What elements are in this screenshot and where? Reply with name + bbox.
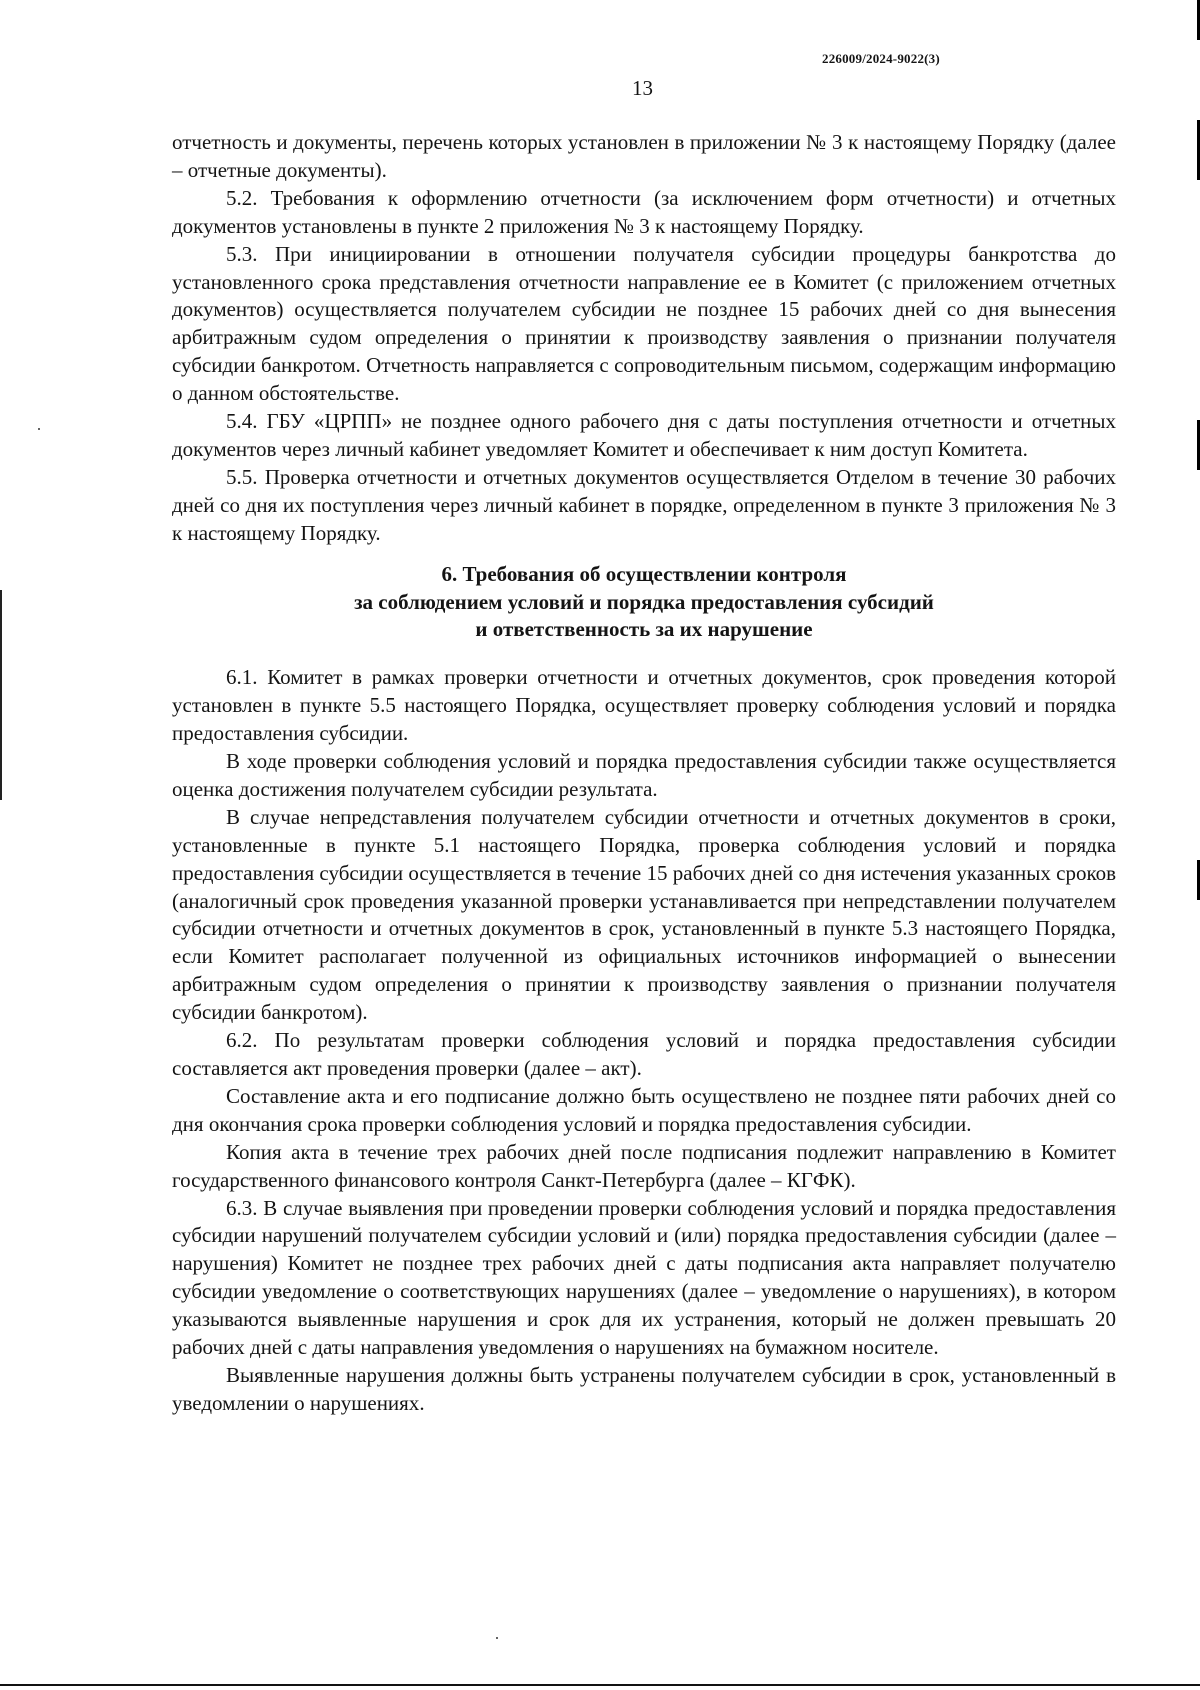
- section-heading-line: 6. Требования об осуществлении контроля: [441, 561, 847, 586]
- paragraph: 5.4. ГБУ «ЦРПП» не позднее одного рабочего дня с даты поступления отчетности и отчетных документов через личный кабинет уведомляет Комитет и обеспечивает к ним доступ Комитета.: [172, 409, 1116, 461]
- section-heading-line: и ответственность за их нарушение: [475, 617, 813, 642]
- paragraph: В ходе проверки соблюдения условий и порядка предоставления субсидии также осуществляется оценка достижения получателем субсидии результата.: [172, 749, 1116, 801]
- paragraph: 5.5. Проверка отчетности и отчетных документов осуществляется Отделом в течение 30 рабочих дней со дня их поступления через личный кабинет в порядке, определенном в пункте 3 приложения № 3 к настоящему Порядку.: [172, 464, 1116, 545]
- paragraph: 6.1. Комитет в рамках проверки отчетности и отчетных документов, срок проведения которой установлен в пункте 5.5 настоящего Порядка, осуществляет проверку соблюдения условий и порядка предоставления субсидии.: [172, 665, 1116, 746]
- paragraph: 5.2. Требования к оформлению отчетности (за исключением форм отчетности) и отчетных документов установлены в пункте 2 приложения № 3 к настоящему Порядку.: [172, 185, 1116, 238]
- paragraph: Составление акта и его подписание должно быть осуществлено не позднее пяти рабочих дней со дня окончания срока проверки соблюдения условий и порядка предоставления субсидии.: [172, 1083, 1116, 1136]
- section-heading: [172, 561, 1116, 645]
- paragraph: 6.2. По результатам проверки соблюдения условий и порядка предоставления субсидии составляется акт проведения проверки (далее – акт).: [172, 1028, 1116, 1080]
- paragraph: 6.3. В случае выявления при проведении проверки соблюдения условий и порядка предоставления субсидии нарушений получателем субсидии условий и (или) порядка предоставления субсидии (далее – нарушения) Комитет не позднее трех рабочих дней с даты подписания акта направляет получателю субсидии уведомление о соответствующих нарушениях (далее – уведомление о нарушениях), в котором указываются выявленные нарушения и срок для их устранения, который не должен превышать 20 рабочих дней с даты направления уведомления о нарушениях на бумажном носителе.: [172, 1195, 1116, 1360]
- page-number: 13: [632, 76, 653, 100]
- scan-speck: [38, 428, 40, 430]
- scan-edge-left: [0, 590, 2, 800]
- paragraph: В случае непредставления получателем субсидии отчетности и отчетных документов в сроки, установленные в пункте 5.1 настоящего Порядка, проверка соблюдения условий и порядка предоставления субсидии осуществляется в течение 15 рабочих дней со дня истечения указанных сроков (аналогичный срок проведения указанной проверки устанавливается при непредставлении получателем субсидии отчетности и отчетных документов в срок, установленный в пункте 5.3 настоящего Порядка, если Комитет располагает полученной из официальных источников информацией о вынесении арбитражным судом определения о принятии к производству заявления о признании получателя субсидии банкротом).: [172, 804, 1116, 1025]
- paragraph: Копия акта в течение трех рабочих дней после подписания подлежит направлению в Комитет государственного финансового контроля Санкт-Петербурга (далее – КГФК).: [172, 1139, 1116, 1192]
- paragraph: Выявленные нарушения должны быть устранены получателем субсидии в срок, установленный в уведомлении о нарушениях.: [172, 1362, 1116, 1415]
- document-body: [172, 129, 1116, 1418]
- section-heading-line: за соблюдением условий и порядка предоставления субсидий: [354, 589, 934, 614]
- scan-edge-bottom: [0, 1684, 1200, 1686]
- scan-speck: [496, 1637, 498, 1639]
- paragraph: отчетность и документы, перечень которых установлен в приложении № 3 к настоящему Порядку (далее – отчетные документы).: [172, 130, 1116, 182]
- paragraph: 5.3. При инициировании в отношении получателя субсидии процедуры банкротства до установленного срока представления отчетности направление ее в Комитет (с приложением отчетных документов) осуществляется получателем субсидии не позднее 15 рабочих дней со дня вынесения арбитражным судом определения о принятии к производству заявления о признании получателя субсидии банкротом. Отчетность направляется с сопроводительным письмом, содержащим информацию о данном обстоятельстве.: [172, 241, 1116, 406]
- document-id: 226009/2024-9022(3): [822, 51, 940, 66]
